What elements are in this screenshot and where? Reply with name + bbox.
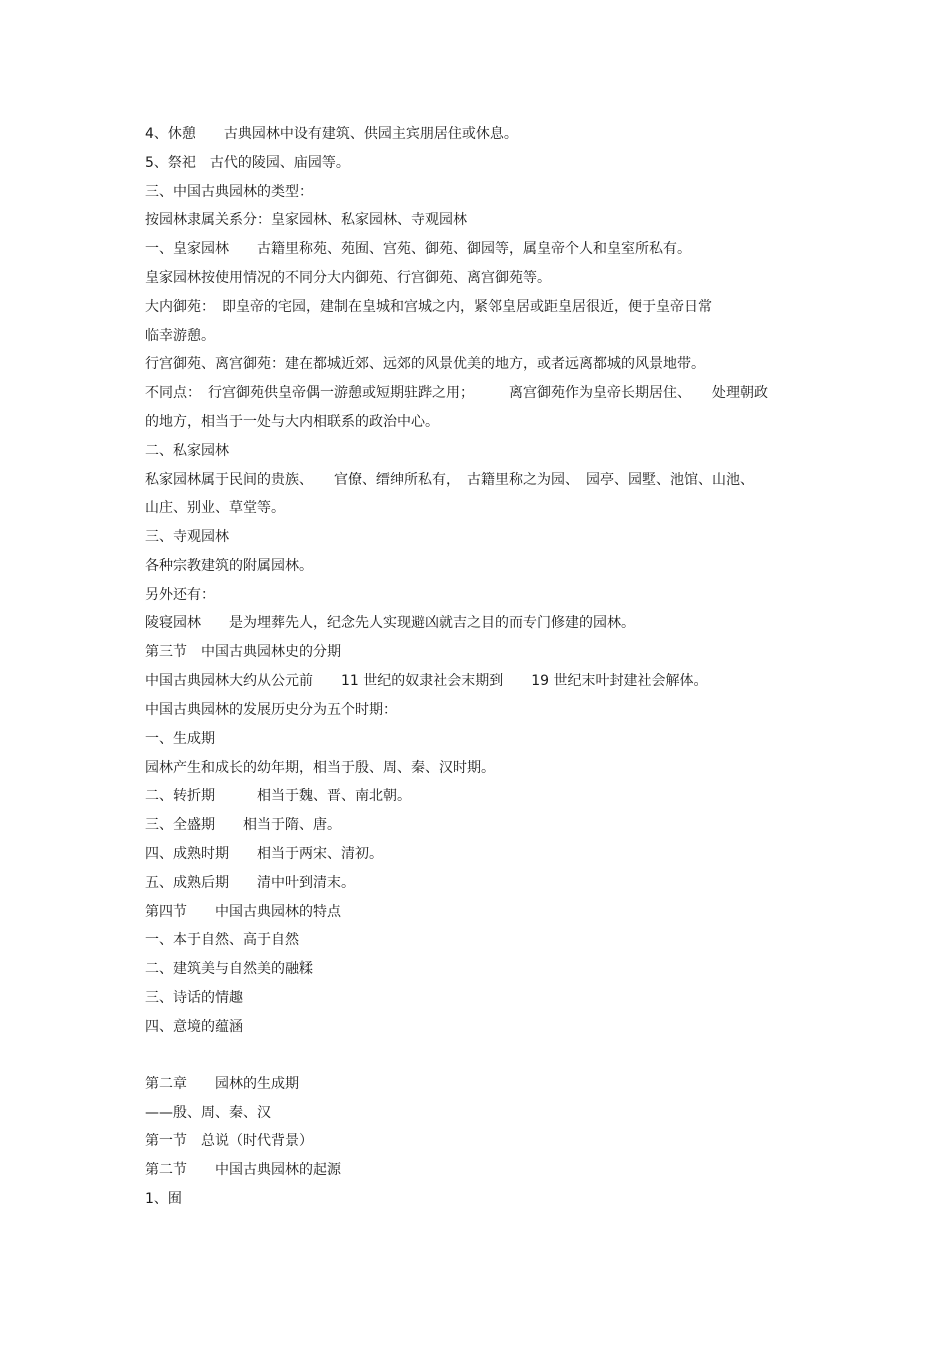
text-line: 临幸游憩。: [145, 328, 215, 344]
text-line: 四、成熟时期 相当于两宋、清初。: [145, 846, 383, 862]
section-heading: 第三节 中国古典园林史的分期: [145, 644, 341, 660]
text-line: 陵寝园林 是为埋葬先人，纪念先人实现避凶就吉之目的而专门修建的园林。: [145, 615, 635, 631]
chapter-subtitle: ——殷、周、秦、汉: [145, 1105, 271, 1121]
text-line: 的地方，相当于一处与大内相联系的政治中心。: [145, 414, 439, 430]
text-line: 皇家园林按使用情况的不同分大内御苑、行宫御苑、离宫御苑等。: [145, 270, 551, 286]
section-heading: 三、中国古典园林的类型：: [145, 184, 313, 200]
text-line: 5、祭祀 古代的陵园、庙园等。: [145, 155, 350, 171]
chapter-heading: 第二章 园林的生成期: [145, 1076, 299, 1092]
section-heading: 第四节 中国古典园林的特点: [145, 904, 341, 920]
text-line: 私家园林属于民间的贵族、 官僚、缙绅所私有， 古籍里称之为园、 园亭、园墅、池馆、山池、: [145, 472, 754, 488]
text-line: 园林产生和成长的幼年期，相当于殷、周、秦、汉时期。: [145, 760, 495, 776]
text-line: 二、转折期 相当于魏、晋、南北朝。: [145, 788, 411, 804]
text-line: 四、意境的蕴涵: [145, 1019, 243, 1035]
text-line: 4、休憩 古典园林中设有建筑、供园主宾朋居住或休息。: [145, 126, 518, 142]
text-line: 五、成熟后期 清中叶到清末。: [145, 875, 355, 891]
section-heading: 一、生成期: [145, 731, 215, 747]
section-heading: 二、私家园林: [145, 443, 229, 459]
text-line: 中国古典园林的发展历史分为五个时期：: [145, 702, 397, 718]
text-line: 中国古典园林大约从公元前 11 世纪的奴隶社会末期到 19 世纪末叶封建社会解体。: [145, 673, 708, 689]
text-line: 另外还有：: [145, 587, 215, 603]
text-line: 一、皇家园林 古籍里称苑、苑囿、宫苑、御苑、御园等，属皇帝个人和皇室所私有。: [145, 241, 691, 257]
text-line: 三、全盛期 相当于隋、唐。: [145, 817, 341, 833]
text-line: 一、本于自然、高于自然: [145, 932, 299, 948]
text-line: 三、诗话的情趣: [145, 990, 243, 1006]
section-heading: 第一节 总说（时代背景）: [145, 1133, 313, 1149]
text-line: 山庄、别业、草堂等。: [145, 500, 285, 516]
text-line: 不同点： 行宫御苑供皇帝偶一游憩或短期驻跸之用； 离宫御苑作为皇帝长期居住、 处理朝政: [145, 385, 768, 401]
section-heading: 第二节 中国古典园林的起源: [145, 1162, 341, 1178]
text-line: 行宫御苑、离宫御苑：建在都城近郊、远郊的风景优美的地方，或者远离都城的风景地带。: [145, 356, 705, 372]
text-line: 大内御苑： 即皇帝的宅园，建制在皇城和宫城之内，紧邻皇居或距皇居很近，便于皇帝日常: [145, 299, 712, 315]
section-heading: 三、寺观园林: [145, 529, 229, 545]
text-line: 二、建筑美与自然美的融糅: [145, 961, 313, 977]
text-line: 各种宗教建筑的附属园林。: [145, 558, 313, 574]
text-line: 1、囿: [145, 1191, 182, 1207]
text-line: 按园林隶属关系分：皇家园林、私家园林、寺观园林: [145, 212, 467, 228]
